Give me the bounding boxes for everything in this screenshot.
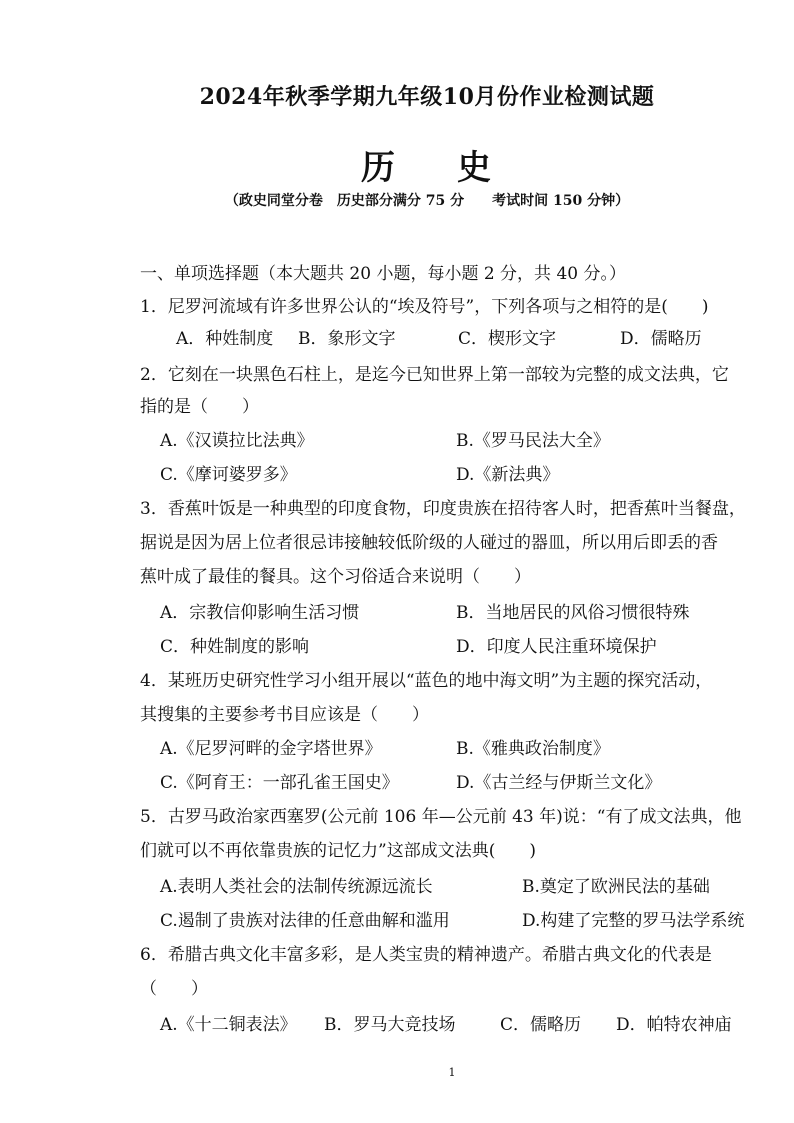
q4-stem-line-2: 其搜集的主要参考书目应该是（ ） — [140, 705, 429, 725]
subject-char-2: 史 — [457, 148, 493, 188]
q5-option-a: A.表明人类社会的法制传统源远流长 — [160, 877, 433, 897]
q2-stem-line-1: 2．它刻在一块黑色石柱上，是迄今已知世界上第一部较为完整的成文法典，它 — [140, 365, 729, 385]
q3-option-a: A．宗教信仰影响生活习惯 — [160, 603, 360, 623]
section-heading: 一、单项选择题（本大题共 20 小题，每小题 2 分，共 40 分。） — [140, 264, 627, 284]
q5-stem-line-2: 们就可以不再依靠贵族的记忆力”这部成文法典( ) — [140, 841, 536, 861]
q1-option-a: A．种姓制度 — [176, 329, 274, 349]
q3-stem-line-3: 蕉叶成了最佳的餐具。这个习俗适合来说明（ ） — [140, 567, 531, 587]
subject-char-1: 历 — [361, 148, 397, 188]
q6-option-c: C．儒略历 — [500, 1015, 582, 1035]
q2-option-d: D.《新法典》 — [456, 465, 560, 485]
q6-stem-line-2: （ ） — [140, 979, 208, 999]
q3-stem-line-2: 据说是因为居上位者很忌讳接触较低阶级的人碰过的器皿，所以用后即丢的香 — [140, 533, 718, 553]
q2-option-a: A.《汉谟拉比法典》 — [160, 431, 314, 451]
subject-heading — [0, 140, 794, 189]
q5-option-d: D.构建了完整的罗马法学系统 — [522, 911, 745, 931]
q2-option-c: C.《摩诃婆罗多》 — [160, 465, 297, 485]
q3-stem-line-1: 3．香蕉叶饭是一种典型的印度食物，印度贵族在招待客人时，把香蕉叶当餐盘， — [140, 499, 746, 519]
q6-option-b: B．罗马大竞技场 — [324, 1015, 456, 1035]
q2-stem-line-2: 指的是（ ） — [140, 397, 259, 417]
q1-option-d: D．儒略历 — [620, 329, 702, 349]
q6-option-a: A.《十二铜表法》 — [160, 1015, 297, 1035]
q3-option-d: D．印度人民注重环境保护 — [456, 637, 657, 657]
exam-meta: （政史同堂分卷 历史部分满分 75 分 考试时间 150 分钟） — [224, 193, 630, 209]
q4-option-a: A.《尼罗河畔的金字塔世界》 — [160, 739, 382, 759]
q4-stem-line-1: 4．某班历史研究性学习小组开展以“蓝色的地中海文明”为主题的探究活动， — [140, 671, 713, 691]
q2-option-b: B.《罗马民法大全》 — [456, 431, 610, 451]
q1-option-b: B．象形文字 — [298, 329, 396, 349]
q1-stem: 1．尼罗河流域有许多世界公认的“埃及符号”，下列各项与之相符的是( ) — [140, 297, 709, 317]
q5-stem-line-1: 5．古罗马政治家西塞罗(公元前 106 年—公元前 43 年)说：“有了成文法典，他 — [140, 807, 742, 827]
exam-title: 2024年秋季学期九年级10月份作业检测试题 — [199, 84, 655, 110]
q3-option-b: B．当地居民的风俗习惯很特殊 — [456, 603, 690, 623]
q4-option-b: B.《雅典政治制度》 — [456, 739, 610, 759]
q4-option-c: C.《阿育王：一部孔雀王国史》 — [160, 773, 399, 793]
page-number: 1 — [448, 1066, 456, 1079]
q4-option-d: D.《古兰经与伊斯兰文化》 — [456, 773, 662, 793]
q6-option-d: D．帕特农神庙 — [616, 1015, 732, 1035]
q5-option-c: C.遏制了贵族对法律的任意曲解和滥用 — [160, 911, 450, 931]
q6-stem-line-1: 6．希腊古典文化丰富多彩，是人类宝贵的精神遗产。希腊古典文化的代表是 — [140, 945, 712, 965]
q5-option-b: B.奠定了欧洲民法的基础 — [522, 877, 710, 897]
q1-option-c: C．楔形文字 — [458, 329, 557, 349]
q3-option-c: C．种姓制度的影响 — [160, 637, 310, 657]
